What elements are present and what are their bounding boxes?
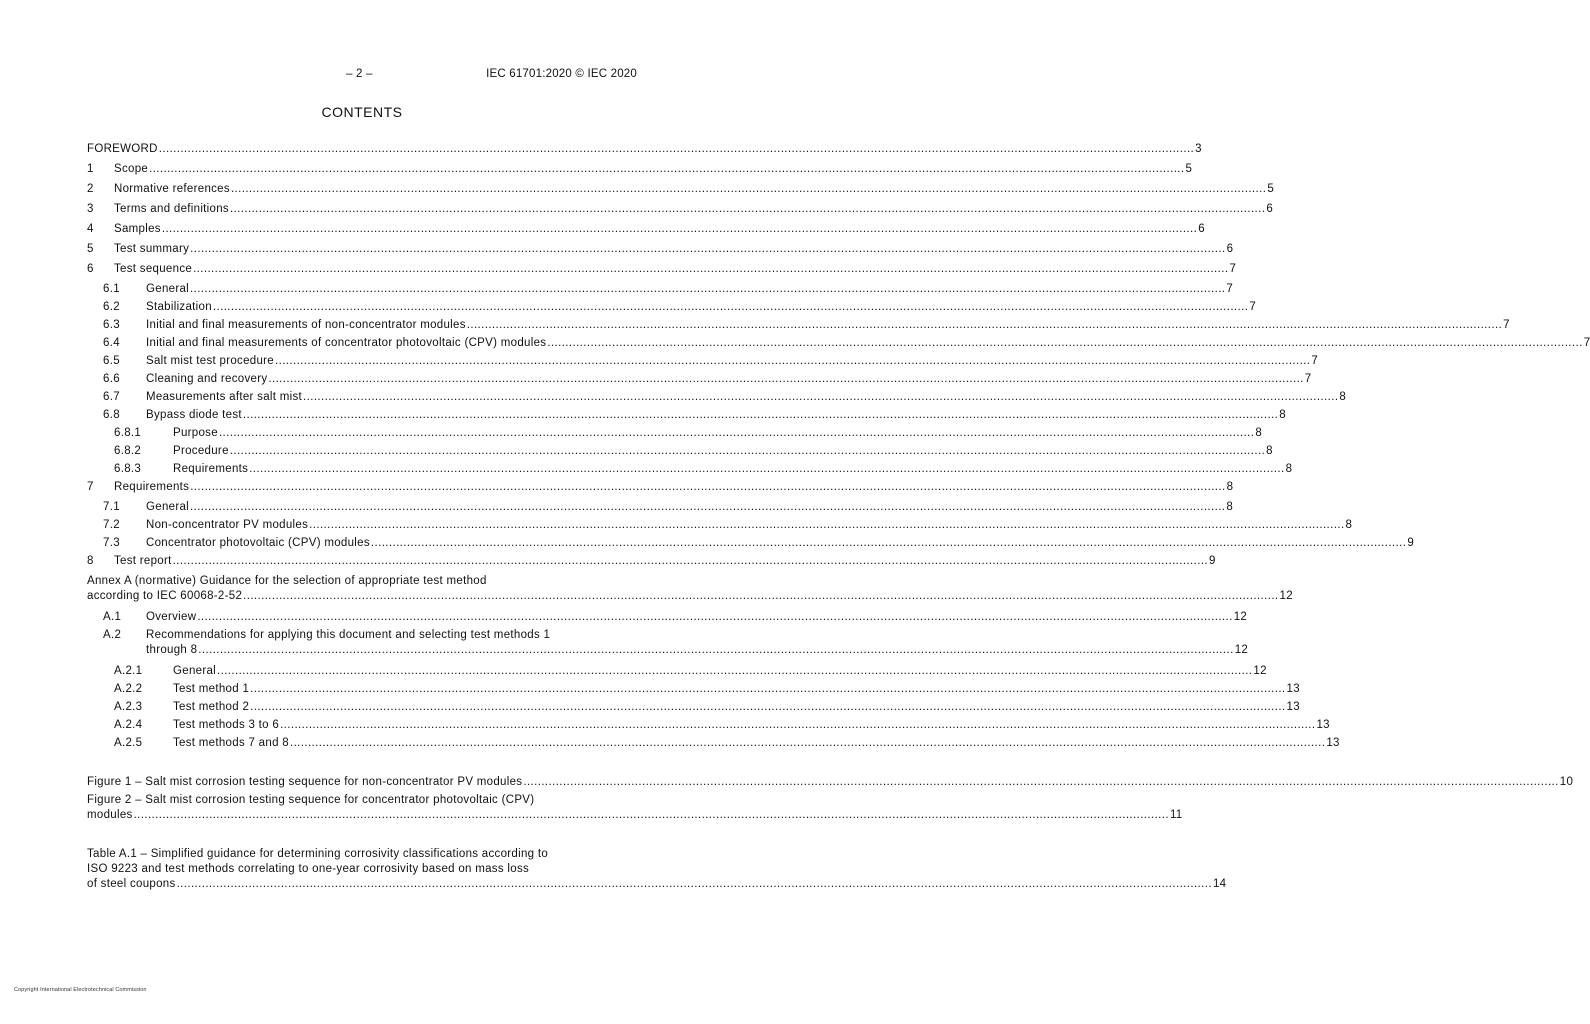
toc-entry-page: 7 bbox=[1304, 373, 1312, 385]
toc-entry-number: 6.2 bbox=[103, 301, 120, 313]
toc-leader-dots bbox=[243, 408, 1278, 423]
toc-entry-page: 12 bbox=[1279, 590, 1293, 602]
toc-entry[interactable] bbox=[87, 162, 1193, 182]
toc-entry-label: FOREWORD bbox=[87, 143, 158, 155]
toc-entry[interactable] bbox=[87, 554, 1216, 574]
toc-entry[interactable] bbox=[87, 222, 1205, 242]
toc-entry-figure-1[interactable] bbox=[87, 775, 1574, 793]
toc-entry[interactable] bbox=[87, 718, 1330, 736]
toc-entry-label: Non-concentrator PV modules bbox=[146, 519, 309, 531]
toc-entry-label: modules bbox=[87, 809, 133, 821]
toc-leader-dots bbox=[190, 282, 1225, 297]
toc-leader-dots bbox=[219, 426, 1254, 441]
footer-copyright: Copyright International Electrotechnical Commission bbox=[14, 987, 147, 993]
toc-leader-dots bbox=[250, 682, 1285, 697]
toc-leader-dots bbox=[213, 300, 1248, 315]
toc-entry-label: Test report bbox=[114, 555, 172, 567]
toc-entry-page: 8 bbox=[1226, 481, 1234, 493]
toc-entry-label: Concentrator photovoltaic (CPV) modules bbox=[146, 537, 370, 549]
toc-entry-label: Figure 1 – Salt mist corrosion testing sequence for non-concentrator PV modules bbox=[87, 776, 523, 788]
toc-entry-label: of steel coupons bbox=[87, 878, 176, 890]
toc-entry[interactable] bbox=[87, 408, 1286, 426]
toc-entry-label: Procedure bbox=[173, 445, 229, 457]
toc-entry-table-a1[interactable] bbox=[87, 847, 1227, 901]
toc-entry[interactable] bbox=[87, 462, 1293, 480]
toc-entry-number: 6.8.2 bbox=[114, 445, 142, 457]
toc-entry-annex-a[interactable] bbox=[87, 574, 1293, 610]
toc-leader-dots bbox=[280, 718, 1315, 733]
toc-entry-label: Initial and final measurements of concentrator photovoltaic (CPV) modules bbox=[146, 337, 547, 349]
toc-entry-number: 6.6 bbox=[103, 373, 120, 385]
toc-entry-number: A.2.5 bbox=[114, 737, 143, 749]
toc-entry[interactable] bbox=[87, 202, 1274, 222]
toc-leader-dots bbox=[230, 444, 1265, 459]
toc-entry-label: Stabilization bbox=[146, 301, 212, 313]
toc-entry-label: Requirements bbox=[114, 481, 190, 493]
toc-entry-page: 6 bbox=[1198, 223, 1205, 235]
toc-entry-page: 12 bbox=[1233, 611, 1248, 623]
toc-entry[interactable] bbox=[87, 664, 1267, 682]
toc-annex-sublist bbox=[87, 664, 1340, 754]
toc-entry-page: 8 bbox=[1339, 391, 1347, 403]
toc-leader-dots bbox=[190, 480, 1225, 495]
toc-leader-dots bbox=[250, 700, 1285, 715]
toc-leader-dots bbox=[193, 262, 1228, 277]
toc-entry[interactable] bbox=[87, 426, 1263, 444]
toc-leader-dots bbox=[134, 808, 1169, 823]
toc-leader-dots bbox=[268, 372, 1303, 387]
toc-entry-label: Table A.1 – Simplified guidance for determining corrosivity classifications according to bbox=[87, 848, 549, 860]
toc-entry-number: A.2.1 bbox=[114, 665, 143, 677]
toc-entry-label: Test summary bbox=[114, 243, 190, 255]
toc-leader-dots bbox=[190, 242, 1225, 257]
toc-main-list bbox=[87, 142, 1590, 574]
toc-spacer bbox=[87, 754, 639, 775]
toc-leader-dots bbox=[467, 318, 1502, 333]
toc-entry-label: Figure 2 – Salt mist corrosion testing sequence for concentrator photovoltaic (CPV) bbox=[87, 794, 535, 806]
toc-entry[interactable] bbox=[87, 500, 1234, 518]
toc-entry[interactable] bbox=[87, 736, 1340, 754]
toc-leader-dots bbox=[159, 142, 1194, 157]
toc-entry-page: 8 bbox=[1255, 427, 1263, 439]
toc-entry[interactable] bbox=[87, 282, 1234, 300]
toc-entry-label: Requirements bbox=[173, 463, 249, 475]
toc-entry-number: A.2.2 bbox=[114, 683, 143, 695]
toc-leader-dots bbox=[197, 610, 1232, 625]
toc-entry-label: Purpose bbox=[173, 427, 218, 439]
toc-entry-number: 3 bbox=[87, 203, 94, 215]
toc-entry[interactable] bbox=[87, 262, 1237, 282]
toc-leader-dots bbox=[190, 500, 1225, 515]
toc-entry-a1[interactable] bbox=[87, 610, 1248, 628]
toc-leader-dots bbox=[217, 664, 1252, 679]
toc-entry-page: 13 bbox=[1316, 719, 1330, 731]
toc-leader-dots bbox=[303, 390, 1338, 405]
toc-entry[interactable] bbox=[87, 444, 1273, 462]
toc-entry-page: 7 bbox=[1503, 319, 1510, 331]
toc-entry-number: 6.1 bbox=[103, 283, 120, 295]
toc-entry-number: 7.3 bbox=[103, 537, 120, 549]
toc-entry-page: 6 bbox=[1266, 203, 1274, 215]
toc-entry-page: 8 bbox=[1285, 463, 1293, 475]
toc-entry-label: ISO 9223 and test methods correlating to one-year corrosivity based on mass loss bbox=[87, 863, 530, 875]
toc-entry[interactable] bbox=[87, 354, 1319, 372]
toc-entry-page: 9 bbox=[1209, 555, 1216, 567]
toc-entry[interactable] bbox=[87, 536, 1415, 554]
toc-entry-number: 6.7 bbox=[103, 391, 120, 403]
toc-entry-page: 13 bbox=[1326, 737, 1340, 749]
toc-entry-number: A.1 bbox=[103, 611, 122, 623]
toc-entry-number: 6.8.3 bbox=[114, 463, 142, 475]
toc-leader-dots bbox=[275, 354, 1310, 369]
toc-entry-number: 2 bbox=[87, 183, 94, 195]
toc-entry-label: Recommendations for applying this document and selecting test methods 1 bbox=[146, 629, 551, 641]
toc-entry-label: Test sequence bbox=[114, 263, 193, 275]
toc-entry-number: 6.4 bbox=[103, 337, 120, 349]
toc-entry[interactable] bbox=[87, 518, 1353, 536]
toc-entry[interactable] bbox=[87, 336, 1590, 354]
toc-entry-page: 7 bbox=[1229, 263, 1237, 275]
toc-entry[interactable] bbox=[87, 480, 1234, 500]
toc-entry-label: Salt mist test procedure bbox=[146, 355, 275, 367]
header-page-number: – 2 – bbox=[346, 68, 373, 80]
toc-entry-label: through 8 bbox=[146, 644, 198, 656]
toc-entry-page: 13 bbox=[1286, 683, 1300, 695]
toc-entry-page: 5 bbox=[1267, 183, 1275, 195]
toc-entry-label: General bbox=[146, 283, 190, 295]
toc-entry-label: Initial and final measurements of non-concentrator modules bbox=[146, 319, 466, 331]
toc-entry-label: Test methods 7 and 8 bbox=[173, 737, 289, 749]
toc-entry-number: 7 bbox=[87, 481, 94, 493]
toc-leader-dots bbox=[149, 162, 1184, 177]
toc-entry-number: 7.1 bbox=[103, 501, 120, 513]
toc-entry-page: 7 bbox=[1311, 355, 1319, 367]
toc-entry-page: 8 bbox=[1345, 519, 1353, 531]
header-standard-id: IEC 61701:2020 © IEC 2020 bbox=[486, 68, 637, 80]
toc-entry-page: 7 bbox=[1583, 337, 1590, 349]
toc-entry-page: 9 bbox=[1407, 537, 1415, 549]
toc-entry-label: Normative references bbox=[114, 183, 230, 195]
toc-entry-page: 11 bbox=[1169, 809, 1183, 821]
toc-entry-page: 8 bbox=[1279, 409, 1286, 421]
toc-leader-dots bbox=[547, 336, 1582, 351]
toc-entry-label: Overview bbox=[146, 611, 197, 623]
toc-leader-dots bbox=[198, 643, 1233, 658]
toc-entry-number: 6.3 bbox=[103, 319, 120, 331]
toc-entry[interactable] bbox=[87, 682, 1300, 700]
toc-leader-dots bbox=[523, 775, 1558, 790]
toc-entry-label: Test method 2 bbox=[173, 701, 250, 713]
toc-entry-figure-2[interactable] bbox=[87, 793, 1183, 829]
toc-leader-dots bbox=[162, 222, 1197, 237]
toc-entry-page: 13 bbox=[1286, 701, 1300, 713]
toc-entry[interactable] bbox=[87, 242, 1234, 262]
toc-entry-page: 7 bbox=[1226, 283, 1234, 295]
toc-entry-number: 4 bbox=[87, 223, 94, 235]
toc-spacer bbox=[87, 829, 639, 847]
toc-leader-dots bbox=[230, 202, 1265, 217]
toc-leader-dots bbox=[309, 518, 1344, 533]
toc-entry-page: 8 bbox=[1266, 445, 1273, 457]
toc-entry-number: 8 bbox=[87, 555, 94, 567]
toc-entry-label: Cleaning and recovery bbox=[146, 373, 268, 385]
toc-entry-label: Samples bbox=[114, 223, 161, 235]
toc-leader-dots bbox=[173, 554, 1208, 569]
table-of-contents bbox=[87, 142, 1590, 901]
toc-entry[interactable] bbox=[87, 182, 1275, 202]
toc-leader-dots bbox=[290, 736, 1325, 751]
toc-entry-label: Scope bbox=[114, 163, 149, 175]
toc-entry-number: A.2.4 bbox=[114, 719, 143, 731]
toc-entry[interactable] bbox=[87, 318, 1510, 336]
toc-entry-number: 7.2 bbox=[103, 519, 120, 531]
toc-entry-label: General bbox=[146, 501, 190, 513]
toc-entry-a2[interactable] bbox=[87, 628, 1249, 664]
toc-entry[interactable] bbox=[87, 390, 1347, 408]
toc-entry[interactable] bbox=[87, 300, 1257, 318]
toc-entry-page: 7 bbox=[1249, 301, 1257, 313]
toc-entry-number: 6 bbox=[87, 263, 94, 275]
toc-leader-dots bbox=[177, 877, 1212, 892]
toc-entry-page: 12 bbox=[1253, 665, 1267, 677]
toc-entry-page: 3 bbox=[1195, 143, 1202, 155]
toc-entry-number: 6.8 bbox=[103, 409, 120, 421]
toc-entry-number: A.2.3 bbox=[114, 701, 143, 713]
toc-entry-label: Measurements after salt mist bbox=[146, 391, 303, 403]
toc-entry-page: 6 bbox=[1226, 243, 1234, 255]
toc-entry-number: A.2 bbox=[103, 629, 122, 641]
toc-entry-page: 8 bbox=[1226, 501, 1234, 513]
toc-leader-dots bbox=[249, 462, 1284, 477]
toc-entry-number: 1 bbox=[87, 163, 94, 175]
toc-entry[interactable] bbox=[87, 700, 1300, 718]
toc-leader-dots bbox=[243, 589, 1278, 604]
toc-leader-dots bbox=[231, 182, 1266, 197]
contents-title: CONTENTS bbox=[321, 104, 403, 120]
toc-leader-dots bbox=[371, 536, 1406, 551]
toc-entry-page: 12 bbox=[1234, 644, 1249, 656]
toc-entry-label: Bypass diode test bbox=[146, 409, 242, 421]
toc-entry-number: 5 bbox=[87, 243, 94, 255]
toc-entry-number: 6.5 bbox=[103, 355, 120, 367]
toc-entry-label: Terms and definitions bbox=[114, 203, 229, 215]
toc-entry[interactable] bbox=[87, 372, 1312, 390]
toc-entry-label: Annex A (normative) Guidance for the selection of appropriate test method bbox=[87, 575, 487, 587]
toc-entry-label: General bbox=[173, 665, 217, 677]
toc-entry-page: 5 bbox=[1185, 163, 1193, 175]
toc-entry-label: Test methods 3 to 6 bbox=[173, 719, 280, 731]
toc-entry-page: 14 bbox=[1212, 878, 1227, 890]
toc-entry-page: 10 bbox=[1559, 776, 1574, 788]
toc-entry-label: according to IEC 60068-2-52 bbox=[87, 590, 243, 602]
toc-entry-number: 6.8.1 bbox=[114, 427, 142, 439]
toc-entry[interactable] bbox=[87, 142, 1202, 162]
toc-entry-label: Test method 1 bbox=[173, 683, 250, 695]
